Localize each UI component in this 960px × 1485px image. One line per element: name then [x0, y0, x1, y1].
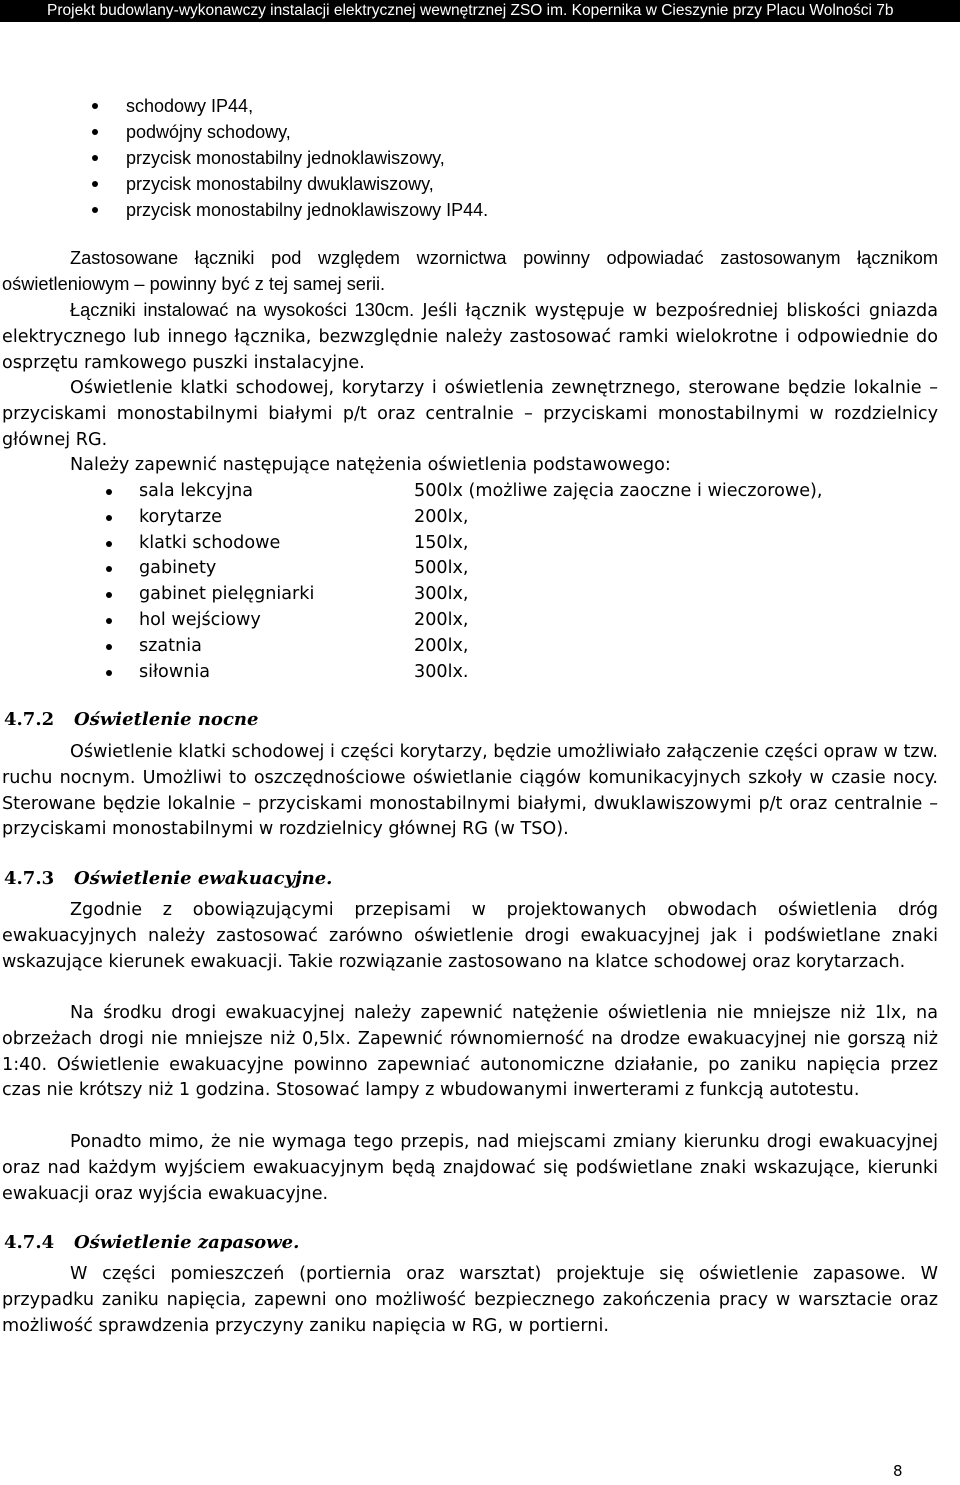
list-item	[0, 505, 960, 531]
paragraph-text: Należy zapewnić następujące natężenia oświetlenia podstawowego:	[70, 455, 671, 475]
switch-design-paragraph	[0, 246, 960, 298]
switch-height-paragraph	[0, 298, 960, 376]
evacuation-paragraph-2	[0, 1001, 960, 1104]
lighting-control-paragraph	[0, 376, 960, 453]
section-heading-4-7-2	[4, 707, 258, 733]
lux-value: 300lx.	[414, 661, 469, 682]
room-name: klatki schodowe	[139, 532, 281, 553]
list-item	[0, 608, 960, 634]
list-item: przycisk monostabilny dwuklawiszowy,	[0, 171, 960, 197]
list-item: podwójny schodowy,	[0, 119, 960, 145]
room-name: korytarze	[139, 506, 222, 527]
lux-value: 300lx,	[414, 584, 469, 605]
lux-value: 500lx (możliwe zajęcia zaoczne i wieczorowe),	[414, 481, 823, 501]
lux-value: 200lx,	[414, 506, 469, 527]
list-item	[0, 634, 960, 660]
paragraph-text: Na środku drogi ewakuacyjnej należy zapewnić natężenie oświetlenia nie mniejsze niż 1lx, na obrzeżach drogi nie mniejsze niż 0,5lx. Zapewnić równomierność na drodze ewakuacyjnej nie gorszą niż 1:40. Oświetlenie ewakuacyjne powinno zapewniać autonomiczne działanie, po zaniku napięcia przez czas nie krótszy niż 1 godzina. Stosować lampy z wbudowanymi inwerterami z funkcją autotestu.	[2, 1003, 938, 1101]
page-number: 8	[893, 1462, 903, 1480]
section-number: 4.7.3	[4, 868, 55, 889]
list-item	[0, 479, 960, 505]
section-title: Oświetlenie nocne	[74, 709, 259, 730]
list-item	[0, 582, 960, 608]
paragraph-text: Jeśli łącznik występuje w bezpośredniej bliskości gniazda elektrycznego lub innego łącznika, bezwzględnie należy zastosować ramki wielokrotne i odpowiednie do osprzętu ramkowego puszki instalacyjne.	[2, 301, 938, 373]
list-item: schodowy IP44,	[0, 93, 960, 119]
switch-type-list	[0, 93, 960, 223]
section-heading-4-7-3	[4, 866, 332, 892]
list-item: przycisk monostabilny jednoklawiszowy IP44.	[0, 197, 960, 223]
paragraph-text: Oświetlenie klatki schodowej i części korytarzy, będzie umożliwiało załączenie części opraw w tzw. ruchu nocnym. Umożliwi to oszczędnościowe oświetlanie ciągów komunikacyjnych szkoły w czasie nocy. Sterowane będzie lokalnie – przyciskami monostabilnymi białymi, dwuklawiszowymi p/t oraz centralnie – przyciskami monostabilnymi w rozdzielnicy głównej RG (w TSO).	[2, 742, 938, 840]
lux-value: 150lx,	[414, 532, 469, 553]
section-title: Oświetlenie zapasowe.	[74, 1232, 300, 1253]
evacuation-paragraph-3	[0, 1130, 960, 1207]
section-number: 4.7.4	[4, 1232, 55, 1253]
page-header	[0, 0, 960, 22]
illuminance-intro	[0, 453, 960, 479]
lux-value: 500lx,	[414, 558, 469, 579]
room-name: gabinety	[139, 558, 217, 579]
evacuation-paragraph-1	[0, 898, 960, 975]
paragraph-text: Łączniki instalować na wysokości 130cm.	[70, 300, 415, 320]
list-item	[0, 660, 960, 686]
room-name: szatnia	[139, 635, 202, 656]
paragraph-text: W części pomieszczeń (portiernia oraz warsztat) projektuje się oświetlenie zapasowe. W przypadku zaniku napięcia, zapewni ono możliwość bezpiecznego zakończenia pracy w warsztacie oraz możliwość sprawdzenia przyczyny zaniku napięcia w RG, w portierni.	[2, 1264, 938, 1336]
paragraph-text: Ponadto mimo, że nie wymaga tego przepis, nad miejscami zmiany kierunku drogi ewakuacyjnej oraz nad każdym wyjściem ewakuacyjnym będą znajdować się podświetlane znaki wskazujące, kierunki ewakuacji oraz wyjścia ewakuacyjne.	[2, 1132, 938, 1204]
section-title: Oświetlenie ewakuacyjne.	[74, 868, 333, 889]
section-heading-4-7-4	[4, 1230, 299, 1256]
section-number: 4.7.2	[4, 709, 55, 730]
illuminance-list	[0, 479, 960, 685]
room-name: sala lekcyjna	[139, 481, 254, 501]
lux-value: 200lx,	[414, 635, 469, 656]
lux-value: 200lx,	[414, 609, 469, 630]
room-name: hol wejściowy	[139, 609, 261, 630]
paragraph-text: Zgodnie z obowiązującymi przepisami w projektowanych obwodach oświetlenia dróg ewakuacyjnych należy zastosować zarówno oświetlenie drogi ewakuacyjnej jak i podświetlane znaki wskazujące kierunek ewakuacji. Takie rozwiązanie zastosowano na klatce schodowej oraz korytarzach.	[2, 900, 938, 972]
room-name: gabinet pielęgniarki	[139, 584, 315, 605]
backup-lighting-paragraph	[0, 1262, 960, 1339]
list-item: przycisk monostabilny jednoklawiszowy,	[0, 145, 960, 171]
paragraph-text: Oświetlenie klatki schodowej, korytarzy i oświetlenia zewnętrznego, sterowane będzie lokalnie – przyciskami monostabilnymi białymi p/t oraz centralnie – przyciskami monostabilnymi w rozdzielnicy głównej RG.	[2, 378, 938, 450]
list-item	[0, 531, 960, 557]
room-name: siłownia	[139, 661, 211, 682]
paragraph-text: Zastosowane łączniki pod względem wzornictwa powinny odpowiadać zastosowanym łącznikom oświetleniowym – powinny być z tej samej serii.	[2, 248, 938, 294]
header-text: Projekt budowlany-wykonawczy instalacji elektrycznej wewnętrznej ZSO im. Kopernika w Cieszynie przy Placu Wolności 7b	[47, 2, 894, 19]
list-item	[0, 556, 960, 582]
night-lighting-paragraph	[0, 740, 960, 843]
